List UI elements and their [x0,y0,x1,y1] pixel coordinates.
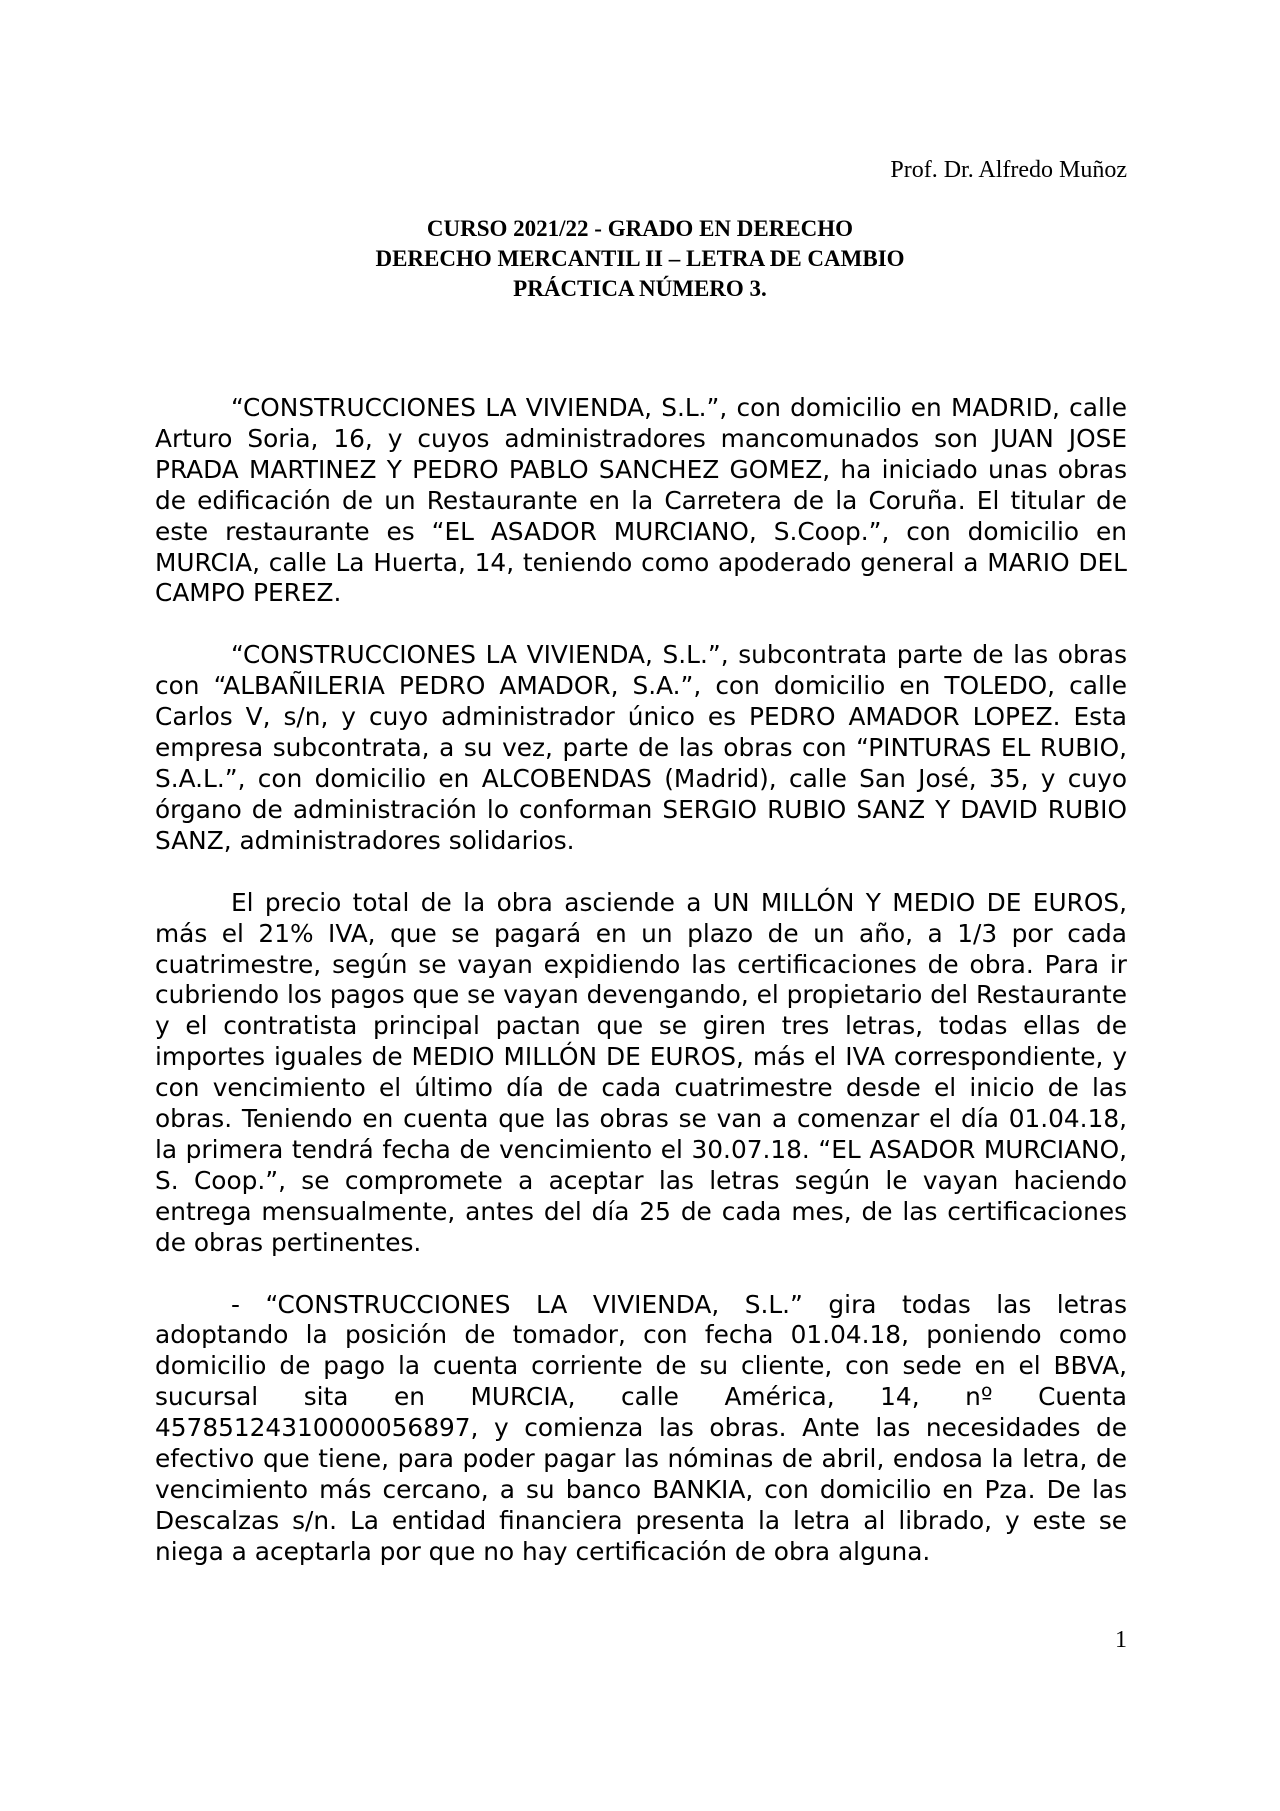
paragraph-1: “CONSTRUCCIONES LA VIVIENDA, S.L.”, con domicilio en MADRID, calle Arturo Soria, 16, y cuyos administradores mancomunados son JUAN JOSE PRADA MARTINEZ Y PEDRO PABLO SANCHEZ GOMEZ, ha iniciado unas obras de edificación de un Restaurante en la Carretera de la Coruña. El titular de este restaurante es “EL ASADOR MURCIANO, S.Coop.”, con domicilio en MURCIA, calle La Huerta, 14, teniendo como apoderado general a MARIO DEL CAMPO PEREZ. [155,393,1127,608]
paragraph-3: El precio total de la obra asciende a UN MILLÓN Y MEDIO DE EUROS, más el 21% IVA, que se pagará en un plazo de un año, a 1/3 por cada cuatrimestre, según se vayan expidiendo las certificaciones de obra. Para ir cubriendo los pagos que se vayan devengando, el propietario del Restaurante y el contratista principal pactan que se giren tres letras, todas ellas de importes iguales de MEDIO MILLÓN DE EUROS, más el IVA correspondiente, y con vencimiento el último día de cada cuatrimestre desde el inicio de las obras. Teniendo en cuenta que las obras se van a comenzar el día 01.04.18, la primera tendrá fecha de vencimiento el 30.07.18. “EL ASADOR MURCIANO, S. Coop.”, se compromete a aceptar las letras según le vayan haciendo entrega mensualmente, antes del día 25 de cada mes, de las certificaciones de obras pertinentes. [155,887,1127,1257]
paragraph-4: - “CONSTRUCCIONES LA VIVIENDA, S.L.” gira todas las letras adoptando la posición de tomador, con fecha 01.04.18, poniendo como domicilio de pago la cuenta corriente de su cliente, con sede en el BBVA, sucursal sita en MURCIA, calle América, 14, nº Cuenta 45785124310000056897, y comienza las obras. Ante las necesidades de efectivo que tiene, para poder pagar las nóminas de abril, endosa la letra, de vencimiento más cercano, a su banco BANKIA, con domicilio en Pza. De las Descalzas s/n. La entidad financiera presenta la letra al librado, y este se niega a aceptarla por que no hay certificación de obra alguna. [155,1289,1127,1566]
heading-line-practice: PRÁCTICA NÚMERO 3. [513,276,767,301]
page-number: 1 [1115,1627,1127,1653]
heading-line-course: CURSO 2021/22 - GRADO EN DERECHO [426,216,854,241]
author-name: Prof. Dr. Alfredo Muñoz [890,157,1127,183]
document-body [155,393,1127,1599]
heading-line-subject: DERECHO MERCANTIL II – LETRA DE CAMBIO [375,246,905,271]
document-heading [0,214,1280,304]
paragraph-2: “CONSTRUCCIONES LA VIVIENDA, S.L.”, subcontrata parte de las obras con “ALBAÑILERIA PEDRO AMADOR, S.A.”, con domicilio en TOLEDO, calle Carlos V, s/n, y cuyo administrador único es PEDRO AMADOR LOPEZ. Esta empresa subcontrata, a su vez, parte de las obras con “PINTURAS EL RUBIO, S.A.L.”, con domicilio en ALCOBENDAS (Madrid), calle San José, 35, y cuyo órgano de administración lo conforman SERGIO RUBIO SANZ Y DAVID RUBIO SANZ, administradores solidarios. [155,640,1127,855]
